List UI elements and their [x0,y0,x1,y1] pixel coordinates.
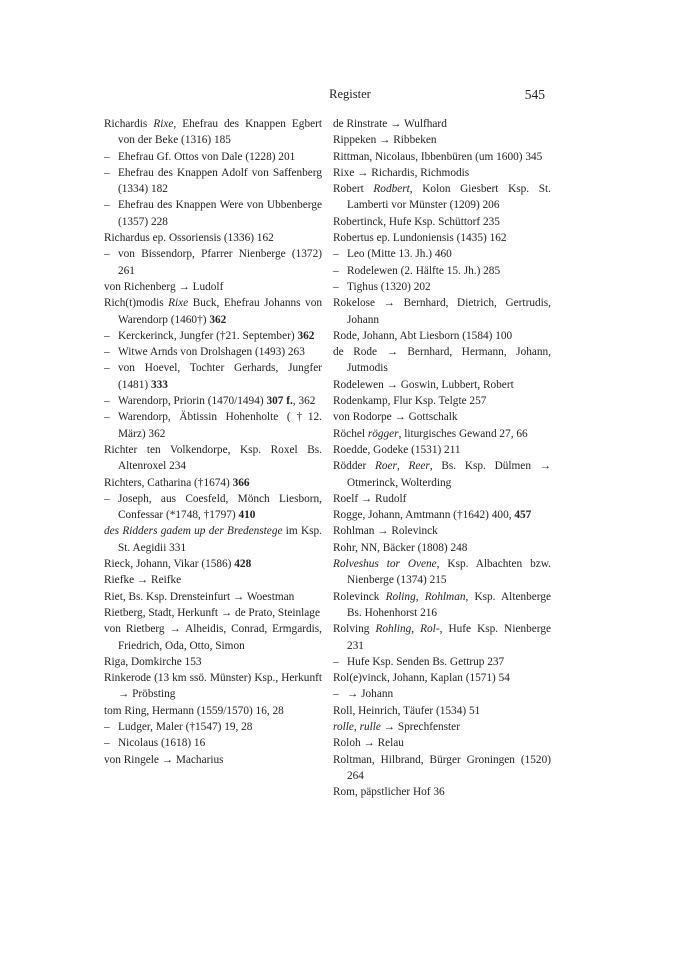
index-subentry [104,719,322,735]
entry-text: , Ksp. Altenberge Bs. Hohenhorst 216 [347,590,552,619]
entry-text: Warendorp, Äbtissin Hohenholte (†12. März) 362 [118,411,322,440]
index-entry [333,409,551,425]
index-entry [333,442,551,458]
entry-text: Witwe Arnds von Drolshagen (1493) 263 [118,346,305,359]
index-entry [104,752,322,768]
entry-text: de Rode → Bernhard, Hermann, Johann, Jutmodis [333,346,551,375]
entry-text: von Rietberg → Alheidis, Conrad, Ermgardis, Friedrich, Oda, Otto, Simon [104,623,322,652]
entry-text: Rodelewen (2. Hälfte 15. Jh.) 285 [347,264,501,277]
italic-term: Rohling [375,623,412,636]
bold-page-ref: 428 [234,558,252,571]
index-entry [104,654,322,670]
index-entry [104,279,322,295]
italic-term: Roling [385,590,416,603]
entry-text: Robertinck, Hufe Ksp. Schüttorf 235 [333,215,500,228]
entry-text: Rixe → Richardis, Richmodis [333,166,470,179]
entry-text: Rittman, Nicolaus, Ibbenbüren (um 1600) 345 [333,150,543,163]
entry-text: Rich(t)modis [104,297,169,310]
entry-text: Roelf → Rudolf [333,492,407,505]
entry-text: Rippeken → Ribbeken [333,134,437,147]
italic-term: rögger [367,427,399,440]
entry-text: von Hoevel, Tochter Gerhards, Jungfer (1481) [118,362,322,391]
index-entry [104,230,322,246]
entry-text: von Richenberg → Ludolf [104,280,224,293]
entry-text: Rietberg, Stadt, Herkunft → de Prato, Steinlage [104,606,320,619]
entry-text: Ehefrau Gf. Ottos von Dale (1228) 201 [118,150,296,163]
index-subentry [333,654,551,670]
italic-term: Roer [374,460,397,473]
entry-text: Rogge, Johann, Amtmann (†1642) 400, [333,509,515,522]
entry-text: → Johann [347,688,394,701]
entry-text: Rol(e)vinck, Johann, Kaplan (1571) 54 [333,672,510,685]
entry-text: Hufe Ksp. Senden Bs. Gettrup 237 [347,655,505,668]
entry-text: Röchel [333,427,368,440]
index-subentry [104,735,322,751]
index-entry [104,116,322,149]
entry-text: Rom, päpstlicher Hof 36 [333,786,445,799]
index-column-left [104,116,322,768]
entry-text: Robert [333,183,374,196]
entry-text: Riet, Bs. Ksp. Drensteinfurt → Woestman [104,590,295,603]
entry-text: Leo (Mitte 13. Jh.) 460 [347,248,452,261]
index-subentry [104,409,322,442]
index-subentry [333,686,551,702]
index-subentry [333,246,551,262]
entry-text: Riefke → Reifke [104,574,182,587]
subentry-dash: – [333,248,339,261]
entry-text: Rolving [333,623,376,636]
bold-page-ref: 362 [209,313,227,326]
index-entry [333,540,551,556]
index-subentry [104,360,322,393]
entry-text: , Kolon Giesbert Ksp. St. Lamberti vor Münster (1209) 206 [347,183,551,212]
index-subentry [104,246,322,279]
entry-text: → Sprechfenster [380,720,460,733]
entry-text: de Rinstrate → Wulfhard [333,118,447,130]
bold-page-ref: 410 [238,509,256,522]
index-subentry [104,328,322,344]
entry-text: Roloh → Relau [333,737,404,750]
index-entry [333,670,551,686]
entry-text: , liturgisches Gewand 27, 66 [398,427,528,440]
index-entry [333,377,551,393]
index-entry [333,214,551,230]
index-entry [104,572,322,588]
entry-text: Rinkerode (13 km ssö. Münster) Ksp., Herkunft → Pröbsting [104,672,322,701]
subentry-dash: – [104,199,110,212]
subentry-dash: – [333,280,339,293]
index-entry [333,784,551,800]
entry-text: , 362 [292,395,316,408]
index-entry [333,426,551,442]
italic-term: Rol- [420,623,440,636]
subentry-dash: – [104,362,110,375]
index-entry [333,116,551,132]
index-entry [333,491,551,507]
entry-text: Riga, Domkirche 153 [104,655,202,668]
entry-text: Richter ten Volkendorpe, Ksp. Roxel Bs. Altenroxel 234 [104,443,322,473]
index-entry [104,295,322,328]
entry-text: , Hufe Ksp. Nienberge 231 [347,623,552,652]
entry-text: Tighus (1320) 202 [347,280,431,293]
subentry-dash: – [104,166,110,179]
subentry-dash: – [333,264,339,277]
index-entry [333,719,551,735]
index-subentry [104,344,322,360]
page-header [0,87,700,105]
italic-term: Rixe [153,118,174,130]
subentry-dash: – [104,395,110,408]
entry-text: Roll, Heinrich, Täufer (1534) 51 [333,704,481,717]
page-number: 545 [524,87,545,102]
entry-text: von Ringele → Macharius [104,753,224,766]
entry-text: tom Ring, Hermann (1559/1570) 16, 28 [104,704,284,717]
index-entry [333,230,551,246]
index-entry [104,442,322,475]
entry-text: Rokelose → Bernhard, Dietrich, Gertrudis, Johann [333,297,551,326]
index-entry [104,475,322,491]
subentry-dash: – [104,150,110,163]
subentry-dash: – [333,655,339,668]
running-title: Register [329,87,371,101]
entry-text: Rohr, NN, Bäcker (1808) 248 [333,541,468,554]
subentry-dash: – [104,492,110,505]
index-subentry [104,197,322,230]
index-subentry [104,165,322,198]
index-entry [333,165,551,181]
index-subentry [104,393,322,409]
index-column-right [333,116,551,800]
entry-text: , [411,623,421,636]
entry-text: , [415,590,425,603]
bold-page-ref: 457 [514,509,532,522]
index-entry [104,523,322,556]
index-entry [333,621,551,654]
index-entry [104,670,322,703]
index-subentry [104,149,322,165]
index-entry [333,132,551,148]
entry-text: Warendorp, Priorin (1470/1494) [118,395,267,408]
subentry-dash: – [104,737,110,750]
index-entry [104,621,322,654]
entry-text: Richardus ep. Ossoriensis (1336) 162 [104,232,274,245]
entry-text: Rohlman → Rolevinck [333,525,438,538]
entry-text: Buck, Ehefrau Johanns von Warendorp (1460†) [118,297,322,326]
entry-text: , Bs. Ksp. Dülmen → Otmerinck, Wolterding [347,460,551,489]
index-entry [333,149,551,165]
index-subentry [333,279,551,295]
index-entry [333,523,551,539]
entry-text: , Ksp. Albachten bzw. Nienberge (1374) 215 [347,558,551,587]
index-entry [104,556,322,572]
entry-text: Rolevinck [333,590,386,603]
entry-text: Nicolaus (1618) 16 [118,737,206,750]
index-subentry [104,491,322,524]
bold-page-ref: 366 [232,476,250,489]
index-entry [333,752,551,785]
entry-text: , Ehefrau des Knappen Egbert von der Beke (1316) 185 [118,118,323,147]
index-entry [333,556,551,589]
index-entry [333,735,551,751]
entry-text: Roedde, Godeke (1531) 211 [333,443,461,456]
italic-term: des Ridders gadem up der Bredenstege [104,525,283,538]
subentry-dash: – [104,720,110,733]
index-entry [333,181,551,214]
index-entry [333,295,551,328]
entry-text: Ehefrau des Knappen Adolf von Saffenberg (1334) 182 [118,166,322,196]
subentry-dash: – [104,346,110,359]
subentry-dash: – [104,248,110,261]
entry-text: Richters, Catharina (†1674) [104,476,233,489]
bold-page-ref: 307 f. [266,395,293,408]
entry-text: Ludger, Maler (†1547) 19, 28 [118,720,253,733]
entry-text: Rieck, Johann, Vikar (1586) [104,558,235,571]
entry-text: Robertus ep. Lundoniensis (1435) 162 [333,232,507,245]
entry-text: Joseph, aus Coesfeld, Mönch Liesborn, Confessar (*1748, †1797) [118,492,322,522]
index-entry [333,703,551,719]
entry-text: im Ksp. St. Aegidii 331 [118,525,322,554]
entry-text: Richardis [104,118,154,130]
entry-text: , [396,460,409,473]
subentry-dash: – [333,688,339,701]
entry-text: von Rodorpe → Gottschalk [333,411,458,424]
entry-text: Rodenkamp, Flur Ksp. Telgte 257 [333,395,487,408]
entry-text: Rodelewen → Goswin, Lubbert, Robert [333,378,514,391]
entry-text: von Bissendorp, Pfarrer Nienberge (1372) 261 [118,248,322,277]
index-entry [104,605,322,621]
italic-term: Rohlman [424,590,466,603]
index-entry [104,703,322,719]
entry-text: Roltman, Hilbrand, Bürger Groningen (1520) 264 [333,753,551,782]
index-entry [333,458,551,491]
entry-text: Ehefrau des Knappen Were von Ubbenberge (1357) 228 [118,199,322,228]
index-entry [104,589,322,605]
index-entry [333,393,551,409]
bold-page-ref: 362 [297,329,315,342]
entry-text: Rödder [333,460,375,473]
italic-term: Rodbert [373,183,410,196]
index-entry [333,507,551,523]
subentry-dash: – [104,411,110,424]
index-entry [333,328,551,344]
index-entry [333,344,551,377]
italic-term: Rolveshus tor Ovene [333,558,437,571]
index-entry [333,589,551,622]
italic-term: Rixe [168,297,189,310]
italic-term: rolle, rulle [333,720,381,733]
entry-text: Rode, Johann, Abt Liesborn (1584) 100 [333,329,513,342]
subentry-dash: – [104,329,110,342]
index-subentry [333,263,551,279]
entry-text: Kerckerinck, Jungfer (†21. September) [118,329,298,342]
bold-page-ref: 333 [150,378,168,391]
italic-term: Reer [408,460,430,473]
